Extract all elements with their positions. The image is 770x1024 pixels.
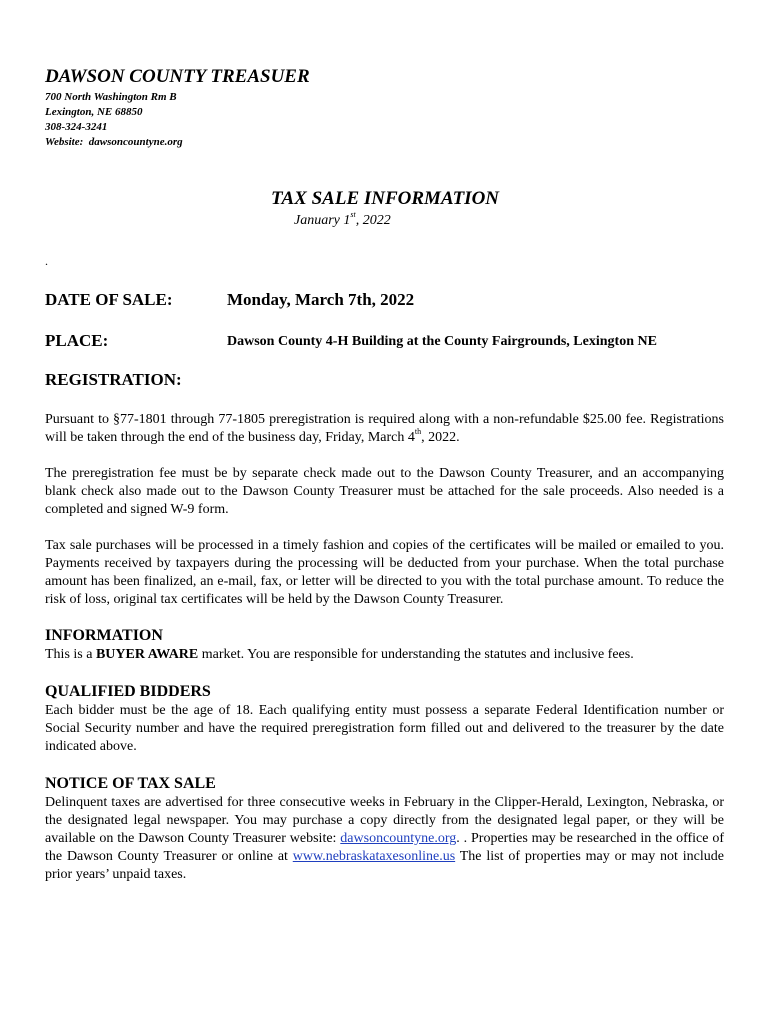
date-prefix: January 1 — [294, 213, 351, 228]
information-text-start: This is a — [45, 647, 96, 662]
information-paragraph — [45, 646, 724, 664]
address-line-2: Lexington, NE 68850 — [45, 106, 143, 118]
place-value: Dawson County 4-H Building at the County Fairgrounds, Lexington NE — [227, 334, 657, 349]
date-superscript: st — [350, 210, 356, 220]
information-heading: INFORMATION — [45, 627, 163, 644]
date-of-sale-label: DATE OF SALE: — [45, 290, 173, 309]
registration-heading: REGISTRATION: — [45, 370, 182, 389]
date-suffix: , 2022 — [355, 213, 391, 228]
nebraska-taxes-link[interactable]: www.nebraskataxesonline.us — [292, 849, 456, 864]
registration-paragraph-1 — [45, 411, 724, 447]
registration-p1-end: , 2022. — [421, 430, 460, 445]
registration-paragraph-3: Tax sale purchases will be processed in a timely fashion and copies of the certificates will be mailed or emailed to you. Payments received by taxpayers during the processing will be deducted from your purchase. When the total purchase amount has been finalized, an e-mail, fax, or letter will be directed to you with the total purchase amount. To reduce the risk of loss, original tax certificates will be held by the Dawson County Treasurer. — [45, 538, 724, 607]
notice-text-c: The list of properties may or may not include prior years’ unpaid taxes. — [45, 849, 724, 882]
information-text-end: market. You are responsible for understanding the statutes and inclusive fees. — [198, 647, 634, 662]
registration-p1-superscript: th — [414, 427, 422, 437]
notice-text-b: . . Properties may be researched in the office of the Dawson County Treasurer or online at — [45, 831, 724, 864]
date-of-sale-value: Monday, March 7th, 2022 — [227, 290, 415, 309]
phone-number: 308-324-3241 — [45, 121, 108, 133]
county-website-link[interactable]: dawsoncountyne.org — [340, 831, 457, 846]
registration-paragraph-2: The preregistration fee must be by separate check made out to the Dawson County Treasurer, and an accompanying blank check also made out to the Dawson County Treasurer must be attached for the sale proceeds. Also needed is a completed and signed W-9 form. — [45, 466, 724, 517]
website-value: dawsoncountyne.org — [88, 136, 183, 148]
address-line-1: 700 North Washington Rm B — [45, 91, 177, 103]
website-label: Website: — [45, 136, 84, 148]
notice-text-a: Delinquent taxes are advertised for three consecutive weeks in February in the Clipper-Herald, Lexington, Nebraska, or the designated legal newspaper. You may purchase a copy directly from the designated legal paper, or they will be available on the Dawson County Treasurer website: — [45, 795, 724, 846]
qualified-bidders-paragraph: Each bidder must be the age of 18. Each qualifying entity must possess a separate Federal Identification number or Social Security number and have the required preregistration form filled out and delivered to the treasurer by the date indicated above. — [45, 703, 724, 754]
notice-heading: NOTICE OF TAX SALE — [45, 775, 216, 792]
document-date — [294, 212, 391, 229]
place-label: PLACE: — [45, 331, 109, 350]
notice-paragraph — [45, 794, 724, 884]
stray-dot: . — [45, 254, 48, 268]
org-title: DAWSON COUNTY TREASUER — [45, 66, 310, 87]
website-line — [45, 135, 183, 149]
qualified-bidders-heading: QUALIFIED BIDDERS — [45, 683, 211, 700]
document-title: TAX SALE INFORMATION — [270, 188, 500, 209]
buyer-aware-emphasis: BUYER AWARE — [95, 647, 199, 662]
registration-p1-text: Pursuant to §77-1801 through 77-1805 preregistration is required along with a non-refundable $25.00 fee. Registrations will be taken through the end of the business day, Friday, March 4 — [45, 412, 724, 445]
